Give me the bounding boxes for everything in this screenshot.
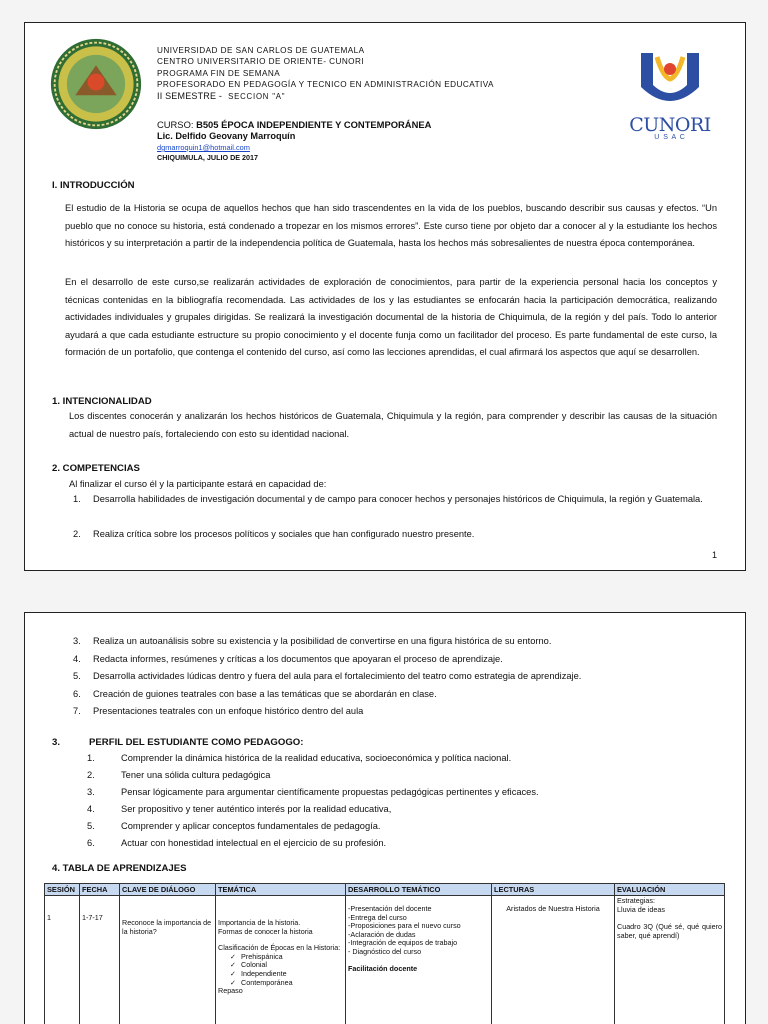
competencia-item: 1. Desarrolla habilidades de investigación documental y de campo para conocer hechos y personajes históricos de Chiquimula, la región y Guatemala. bbox=[73, 494, 703, 504]
course-code-title: B505 ÉPOCA INDEPENDIENTE Y CONTEMPORÁNEA bbox=[196, 119, 432, 130]
semester-line bbox=[157, 91, 494, 102]
logo-text: CUNORI bbox=[629, 114, 711, 136]
semester: II SEMESTRE - bbox=[157, 90, 223, 101]
intencionalidad-text: Los discentes conocerán y analizarán los hechos históricos de Guatemala, Chiquimula y la región, para comprender y describir las causas de la situación actual de nuestro país, fortaleciendo con esto su identidad nacional. bbox=[69, 411, 717, 439]
column-header: DESARROLLO TEMÁTICO bbox=[346, 884, 492, 896]
intro-paragraph-2: En el desarrollo de este curso,se realizarán actividades de exploración de conocimientos, para partir de la experiencia personal hacia los conceptos y técnicas contenidas en la bibliografía recomendada. Las actividades de los y las estudiantes se enfocarán hacia la participación democrática, realizando actividades individuales y grupales dirigidas. Se realizará la investigación documental de la historia de Chiquimula, de la región y del país. Todo lo anterior ayudará a que cada estudiante estructure su propio conocimiento y el docente funja como un facilitador del proceso. Es parte fundamental de este curso, la formación de un portafolio, que contenga el contenido del curso, así como las lecciones aprendidas, el cual afirmará los aspectos que aquí se desarrollen. bbox=[65, 277, 717, 358]
perfil-item: 3. Pensar lógicamente para argumentar científicamente propuestas pedagógicas pertinentes y eficaces. bbox=[87, 787, 539, 797]
epoca-item: ✓ Prehispánica bbox=[230, 951, 283, 961]
perfil-item: 4. Ser propositivo y tener auténtico interés por la realidad educativa, bbox=[87, 804, 392, 814]
column-header: FECHA bbox=[80, 884, 120, 896]
learning-table bbox=[44, 883, 725, 1024]
perfil-item: 6. Actuar con honestidad intelectual en el ejercicio de su profesión. bbox=[87, 838, 387, 848]
epoca-item: ✓ Contemporánea bbox=[230, 977, 293, 987]
column-header: SESIÓN bbox=[45, 884, 80, 896]
section: SECCION "A" bbox=[228, 91, 286, 101]
degree-name: PROFESORADO EN PEDAGOGÍA Y TECNICO EN ADMINISTRACIÓN EDUCATIVA bbox=[157, 80, 494, 90]
cell-evaluacion: Estrategias: Lluvia de ideas Cuadro 3Q (Qué sé, qué quiero saber, qué aprendí) bbox=[615, 896, 725, 1024]
competencias-intro: Al finalizar el curso él y la participante estará en capacidad de: bbox=[69, 479, 327, 489]
cell-fecha: 1-7-17 bbox=[80, 896, 120, 1024]
cell-tematica: Importancia de la historia. Formas de conocer la historia Clasificación de Épocas en la Historia: ✓ Prehispánica ✓ Colonial ✓ Independiente ✓ Contemporánea Repaso bbox=[216, 896, 346, 1024]
column-header: TEMÁTICA bbox=[216, 884, 346, 896]
page-number: 1 bbox=[711, 550, 717, 560]
course-title: CURSO: B505 ÉPOCA INDEPENDIENTE Y CONTEMPORÁNEA bbox=[157, 119, 432, 130]
tabla-heading: 4. TABLA DE APRENDIZAJES bbox=[52, 863, 187, 874]
university-seal-icon bbox=[49, 37, 143, 131]
competencia-item: 6. Creación de guiones teatrales con base a las temáticas que se abordarán en clase. bbox=[73, 689, 437, 699]
checkmark-icon: ✓ bbox=[230, 968, 237, 978]
column-header: CLAVE DE DIÁLOGO bbox=[120, 884, 216, 896]
intencionalidad-heading: 1. INTENCIONALIDAD bbox=[52, 396, 152, 407]
professor-email-link[interactable]: dgmarroquin1@hotmail.com bbox=[157, 143, 250, 152]
competencia-item: 4. Redacta informes, resúmenes y críticas a los documentos que apoyaran el proceso de aprendizaje. bbox=[73, 654, 503, 664]
perfil-item: 5. Comprender y aplicar conceptos fundamentales de pedagogía. bbox=[87, 821, 381, 831]
cell-clave: Reconoce la importancia de la historia? bbox=[120, 896, 216, 1024]
cell-desarrollo: -Presentación del docente -Entrega del curso -Proposiciones para el nuevo curso -Aclaración de dudas -Integración de equipos de trabajo - Diagnóstico del curso Facilitación docente bbox=[346, 896, 492, 1024]
checkmark-icon: ✓ bbox=[230, 951, 237, 961]
cunori-logo-icon bbox=[623, 49, 717, 111]
epoca-item: ✓ Independiente bbox=[230, 968, 287, 978]
center-name: CENTRO UNIVERSITARIO DE ORIENTE- CUNORI bbox=[157, 57, 365, 67]
perfil-number: 3. bbox=[52, 737, 61, 748]
perfil-heading: PERFIL DEL ESTUDIANTE COMO PEDAGOGO: bbox=[89, 737, 304, 748]
cell-sesion: 1 bbox=[45, 896, 80, 1024]
column-header: EVALUACIÓN bbox=[615, 884, 725, 896]
program-name: PROGRAMA FIN DE SEMANA bbox=[157, 68, 281, 78]
competencia-item: 5. Desarrolla actividades lúdicas dentro y fuera del aula para el fortalecimiento del teatro como estrategia de aprendizaje. bbox=[73, 671, 582, 681]
competencias-heading: 2. COMPETENCIAS bbox=[52, 463, 140, 474]
epoca-item: ✓ Colonial bbox=[230, 960, 268, 970]
institution-header bbox=[157, 45, 494, 102]
perfil-item: 1. Comprender la dinámica histórica de la realidad educativa, socioeconómica y política nacional. bbox=[87, 753, 512, 763]
table-row bbox=[45, 896, 725, 1024]
document-date: CHIQUIMULA, JULIO DE 2017 bbox=[157, 153, 259, 162]
competencia-item: 3. Realiza un autoanálisis sobre su existencia y la posibilidad de convertirse en una figura histórica de su entorno. bbox=[73, 636, 552, 646]
document-page-1 bbox=[24, 22, 746, 571]
university-name: UNIVERSIDAD DE SAN CARLOS DE GUATEMALA bbox=[157, 46, 365, 55]
competencia-item: 7. Presentaciones teatrales con un enfoque histórico dentro del aula bbox=[73, 706, 364, 716]
perfil-item: 2. Tener una sólida cultura pedagógica bbox=[87, 770, 271, 780]
checkmark-icon: ✓ bbox=[230, 960, 237, 970]
professor-name: Lic. Delfido Geovany Marroquín bbox=[157, 131, 296, 141]
document-page-2 bbox=[24, 612, 746, 1024]
logo-subtext: U S A C bbox=[654, 134, 686, 141]
competencia-item: 2. Realiza crítica sobre los procesos políticos y sociales que han configurado nuestro presente. bbox=[73, 529, 475, 539]
intro-paragraph-1: El estudio de la Historia se ocupa de aquellos hechos que han sido trascendentes en la vida de los pueblos, buscando describir sus causas y efectos. “Un pueblo que no conoce su historia, está condenado a tropezar en los mismos errores”. Este curso tiene por objeto dar a conocer al y la estudiante los hechos históricos y su interpretación a partir de la independencia política de Guatemala, hasta los hechos más sobresalientes de nuestra época contemporánea. bbox=[65, 203, 717, 249]
column-header: LECTURAS bbox=[492, 884, 615, 896]
cell-lecturas: Aristados de Nuestra Historia bbox=[492, 896, 615, 1024]
table-header-row bbox=[45, 884, 725, 896]
intro-heading: I. INTRODUCCIÓN bbox=[52, 180, 135, 191]
checkmark-icon: ✓ bbox=[230, 977, 237, 987]
cunori-logo bbox=[623, 49, 717, 141]
